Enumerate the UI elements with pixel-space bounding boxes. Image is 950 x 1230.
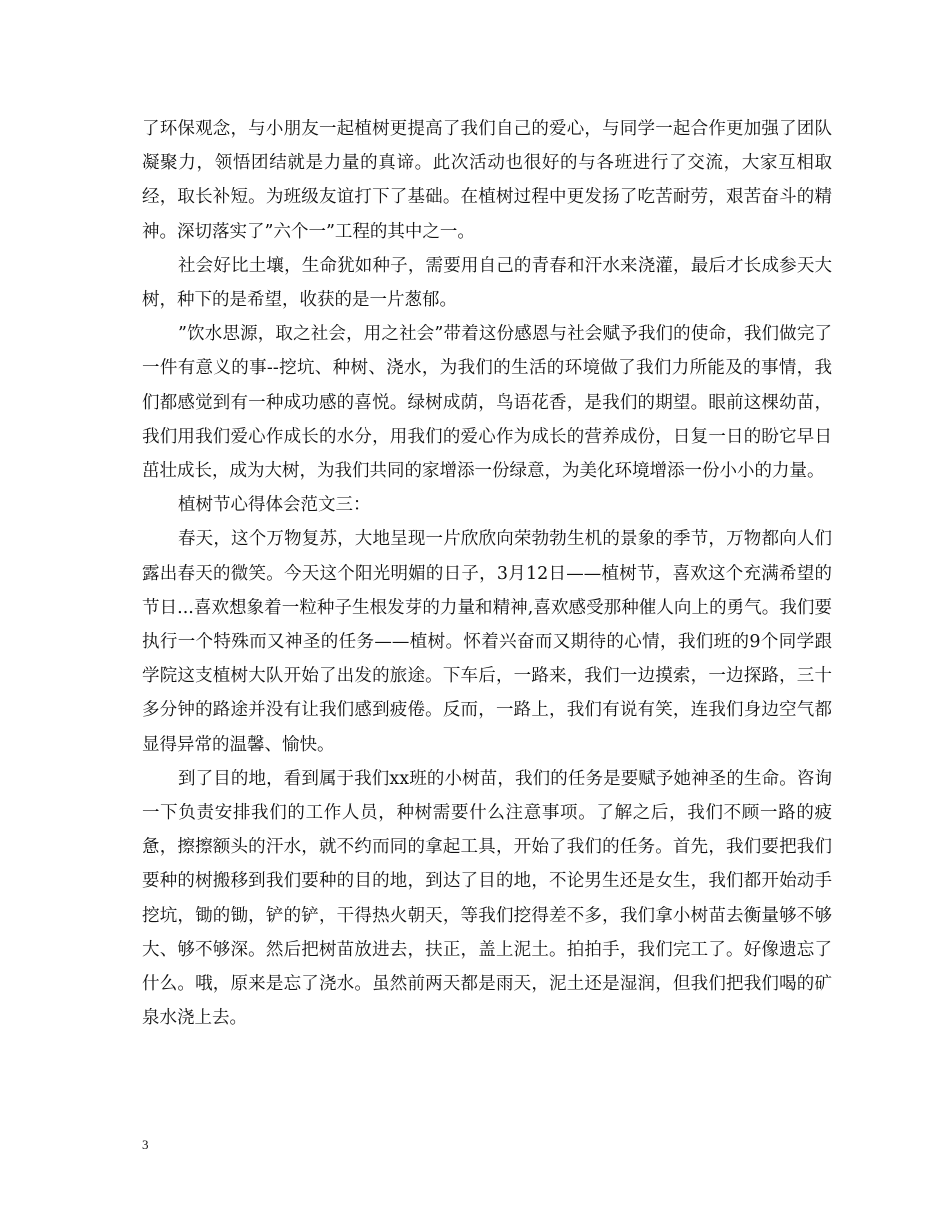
paragraph-4: 春天，这个万物复苏，大地呈现一片欣欣向荣勃勃生机的景象的季节，万物都向人们露出春天的微笑。今天这个阳光明媚的日子，3月12日——植树节，喜欢这个充满希望的节日...喜欢想象着一粒种子生根发芽的力量和精神,喜欢感受那种催人向上的勇气。我们要执行一个特殊而又神圣的任务——植树。怀着兴奋而又期待的心情，我们班的9个同学跟学院这支植树大队开始了出发的旅途。下车后，一路来，我们一边摸索，一边探路，三十多分钟的路途并没有让我们感到疲倦。反而，一路上，我们有说有笑，连我们身边空气都显得异常的温馨、愉快。: [142, 529, 832, 755]
page-number: 3: [142, 1137, 149, 1152]
paragraph-5: 到了目的地，看到属于我们xx班的小树苗，我们的任务是要赋予她神圣的生命。咨询一下负责安排我们的工作人员，种树需要什么注意事项。了解之后，我们不顾一路的疲惫，擦擦额头的汗水，就不约而同的拿起工具，开始了我们的任务。首先，我们要把我们要种的树搬移到我们要种的目的地，到达了目的地，不论男生还是女生，我们都开始动手挖坑，锄的锄，铲的铲，干得热火朝天，等我们挖得差不多，我们拿小树苗去衡量够不够大、够不够深。然后把树苗放进去，扶正，盖上泥土。拍拍手，我们完工了。好像遗忘了什么。哦，原来是忘了浇水。虽然前两天都是雨天，泥土还是湿润，但我们把我们喝的矿泉水浇上去。: [142, 768, 832, 1029]
document-body: [142, 112, 832, 1035]
paragraph-1: 了环保观念，与小朋友一起植树更提高了我们自己的爱心，与同学一起合作更加强了团队凝聚力，领悟团结就是力量的真谛。此次活动也很好的与各班进行了交流，大家互相取经，取长补短。为班级友谊打下了基础。在植树过程中更发扬了吃苦耐劳，艰苦奋斗的精神。深切落实了”六个一”工程的其中之一。: [142, 119, 832, 242]
section-heading: 植树节心得体会范文三：: [178, 495, 371, 516]
paragraph-3: ”饮水思源，取之社会，用之社会”带着这份感恩与社会赋予我们的使命，我们做完了一件有意义的事--挖坑、种树、浇水，为我们的生活的环境做了我们力所能及的事情，我们都感觉到有一种成功感的喜悦。绿树成荫，鸟语花香，是我们的期望。眼前这棵幼苗，我们用我们爱心作成长的水分，用我们的爱心作为成长的营养成份，日复一日的盼它早日茁壮成长，成为大树，为我们共同的家增添一份绿意，为美化环境增添一份小小的力量。: [142, 324, 832, 482]
paragraph-2: 社会好比土壤，生命犹如种子，需要用自己的青春和汗水来浇灌，最后才长成参天大树，种下的是希望，收获的是一片葱郁。: [142, 255, 832, 311]
